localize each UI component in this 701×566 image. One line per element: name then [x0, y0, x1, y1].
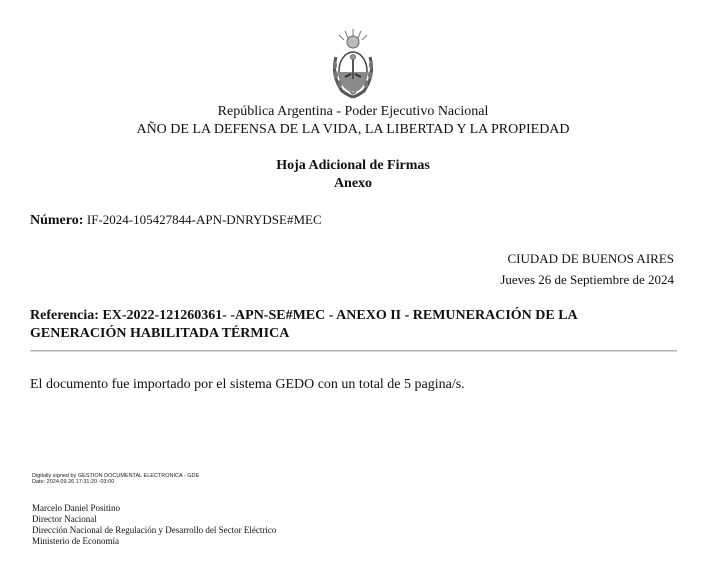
document-body: El documento fue importado por el sistema GEDO con un total de 5 pagina/s. [30, 377, 465, 392]
reference-label: Referencia: [30, 308, 99, 323]
institution-header: República Argentina - Poder Ejecutivo Nacional [217, 104, 489, 119]
argentina-coat-of-arms-icon [328, 27, 378, 99]
digital-signature-stamp [32, 473, 199, 485]
reference-value: EX-2022-121260361- -APN-SE#MEC - ANEXO II - REMUNERACIÓN DE LA GENERACIÓN HABILITADA TÉRMICA [30, 308, 577, 341]
document-date: Jueves 26 de Septiembre de 2024 [500, 272, 674, 287]
document-reference [30, 307, 670, 343]
document-title: Hoja Adicional de Firmas [276, 158, 430, 173]
document-number [30, 212, 322, 229]
document-number-value: IF-2024-105427844-APN-DNRYDSE#MEC [86, 212, 322, 227]
signer-block [32, 503, 276, 547]
digital-signature-date: Date: 2024.09.26 17:31:20 -03:00 [32, 479, 115, 485]
signer-role: Director Nacional [32, 514, 97, 524]
digital-signature-line: Digitally signed by GESTION DOCUMENTAL ELECTRONICA - GDE [32, 473, 200, 479]
document-place: CIUDAD DE BUENOS AIRES [507, 251, 674, 266]
signer-office: Dirección Nacional de Regulación y Desarrollo del Sector Eléctrico [32, 525, 277, 535]
signer-ministry: Ministerio de Economía [32, 536, 119, 546]
year-motto: AÑO DE LA DEFENSA DE LA VIDA, LA LIBERTAD Y LA PROPIEDAD [136, 122, 570, 137]
document-subtitle: Anexo [333, 176, 373, 191]
signer-name: Marcelo Daniel Positino [32, 503, 120, 513]
divider [30, 350, 677, 352]
document-number-label: Número: [30, 213, 84, 228]
